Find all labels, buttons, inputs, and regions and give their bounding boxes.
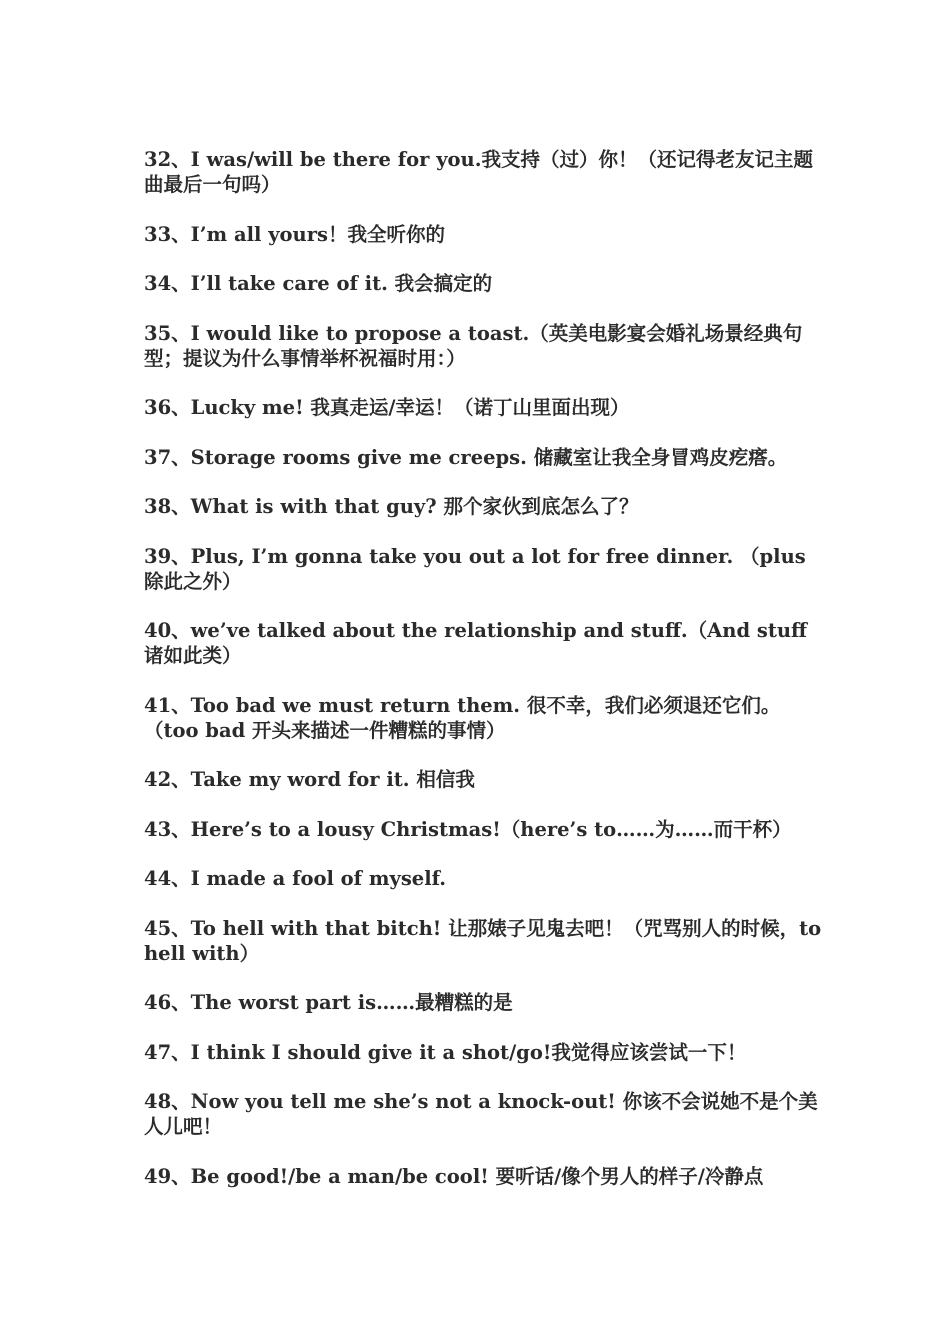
- phrase-entry-42: 42、Take my word for it. 相信我: [144, 768, 475, 791]
- phrase-entry-39: 39、Plus, I’m gonna take you out a lot for free dinner. （plus 除此之外）: [144, 544, 806, 593]
- phrase-entry-36: 36、Lucky me! 我真走运/幸运！（诺丁山里面出现）: [144, 396, 630, 419]
- phrase-entry-40: 40、we’ve talked about the relationship and stuff.（And stuff 诸如此类）: [144, 619, 808, 667]
- phrase-entry-34: 34、I’ll take care of it. 我会搞定的: [144, 272, 493, 295]
- phrase-entry-38: 38、What is with that guy? 那个家伙到底怎么了？: [144, 495, 639, 518]
- phrase-entry-46: 46、The worst part is……最糟糕的是: [144, 991, 513, 1014]
- phrase-entry-49: 49、Be good!/be a man/be cool! 要听话/像个男人的样子/冷静点: [144, 1164, 764, 1188]
- phrase-entry-41: 41、Too bad we must return them. 很不幸，我们必须退还它们。（too bad 开头来描述一件糟糕的事情）: [144, 693, 781, 742]
- phrase-entry-43: 43、Here’s to a lousy Christmas!（here’s to……为……而干杯）: [144, 817, 792, 841]
- phrase-entry-47: 47、I think I should give it a shot/go!我觉得应该尝试一下！: [144, 1040, 747, 1064]
- phrase-entry-33: 33、I’m all yours！我全听你的: [144, 222, 445, 246]
- phrase-entry-48: 48、Now you tell me she’s not a knock-out! 你该不会说她不是个美人儿吧！: [144, 1090, 818, 1138]
- document-page: [144, 147, 824, 1213]
- phrase-entry-35: 35、I would like to propose a toast.（英美电影宴会婚礼场景经典句型；提议为什么事情举杯祝福时用：）: [144, 321, 803, 370]
- phrase-entry-32: 32、I was/will be there for you.我支持（过）你！（还记得老友记主题曲最后一句吗）: [144, 148, 814, 196]
- phrase-entry-45: 45、To hell with that bitch! 让那婊子见鬼去吧！（咒骂别人的时候，to hell with）: [144, 916, 822, 965]
- phrase-entry-37: 37、Storage rooms give me creeps. 储藏室让我全身冒鸡皮疙瘩。: [144, 445, 788, 469]
- phrase-entry-44: 44、I made a fool of myself.: [144, 867, 447, 890]
